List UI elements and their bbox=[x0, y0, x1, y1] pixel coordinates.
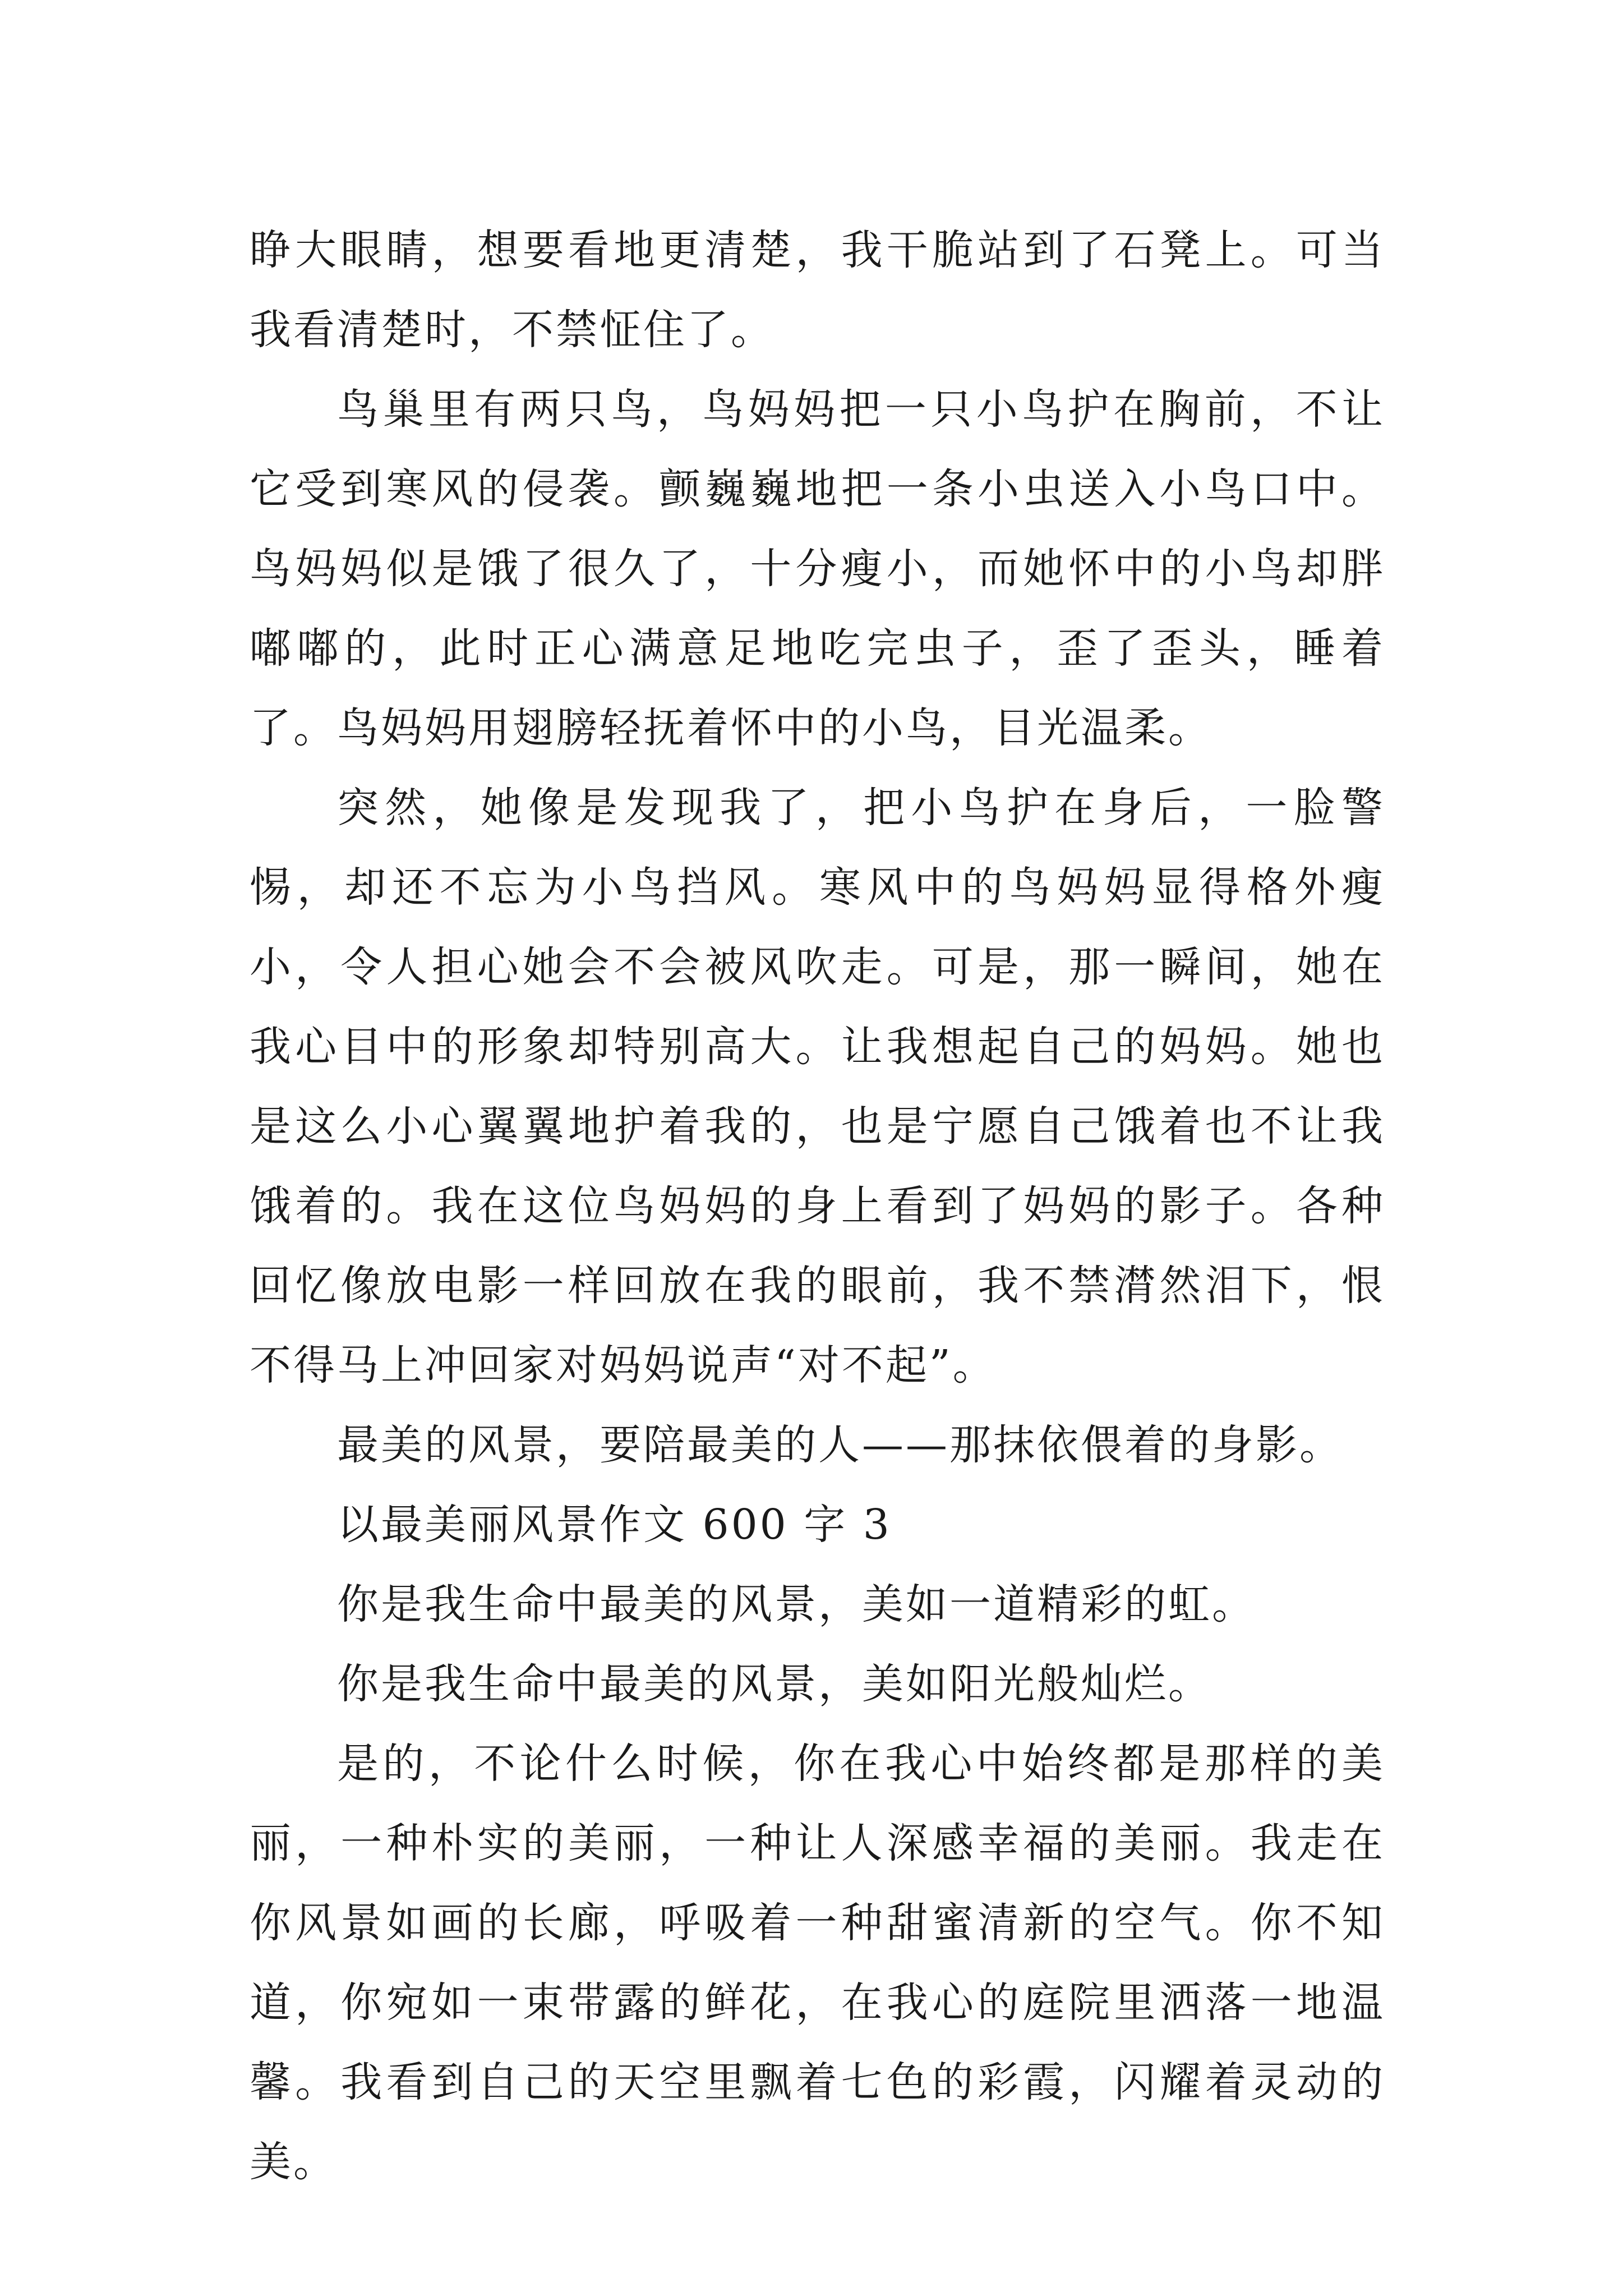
paragraph-4: 最美的风景，要陪最美的人——那抹依偎着的身影。 bbox=[337, 1421, 1343, 1469]
paragraph-1: 睁大眼睛，想要看地更清楚，我干脆站到了石凳上。可当我看清楚时，不禁怔住了。 bbox=[250, 226, 1385, 354]
paragraph-6: 你是我生命中最美的风景，美如一道精彩的虹。 bbox=[337, 1580, 1256, 1628]
paragraph-2: 鸟巢里有两只鸟，鸟妈妈把一只小鸟护在胸前，不让它受到寒风的侵袭。颤巍巍地把一条小虫送入小鸟口中。鸟妈妈似是饿了很久了，十分瘦小，而她怀中的小鸟却胖嘟嘟的，此时正心满意足地吃完虫子，歪了歪头，睡着了。鸟妈妈用翅膀轻抚着怀中的小鸟，目光温柔。 bbox=[250, 385, 1385, 752]
paragraph-7: 你是我生命中最美的风景，美如阳光般灿烂。 bbox=[337, 1660, 1212, 1708]
paragraph-8: 是的，不论什么时候，你在我心中始终都是那样的美丽，一种朴实的美丽，一种让人深感幸福的美丽。我走在你风景如画的长廊，呼吸着一种甜蜜清新的空气。你不知道，你宛如一束带露的鲜花，在我心的庭院里洒落一地温馨。我看到自己的天空里飘着七色的彩霞，闪耀着灵动的美。 bbox=[250, 1740, 1385, 2186]
section-heading: 以最美丽风景作文 600 字 3 bbox=[337, 1501, 892, 1549]
document-body bbox=[250, 210, 1385, 2202]
paragraph-3: 突然，她像是发现我了，把小鸟护在身后，一脸警惕，却还不忘为小鸟挡风。寒风中的鸟妈妈显得格外瘦小，令人担心她会不会被风吹走。可是，那一瞬间，她在我心目中的形象却特别高大。让我想起自己的妈妈。她也是这么小心翼翼地护着我的，也是宁愿自己饿着也不让我饿着的。我在这位鸟妈妈的身上看到了妈妈的影子。各种回忆像放电影一样回放在我的眼前，我不禁潸然泪下，恨不得马上冲回家对妈妈说声“对不起”。 bbox=[250, 784, 1385, 1389]
